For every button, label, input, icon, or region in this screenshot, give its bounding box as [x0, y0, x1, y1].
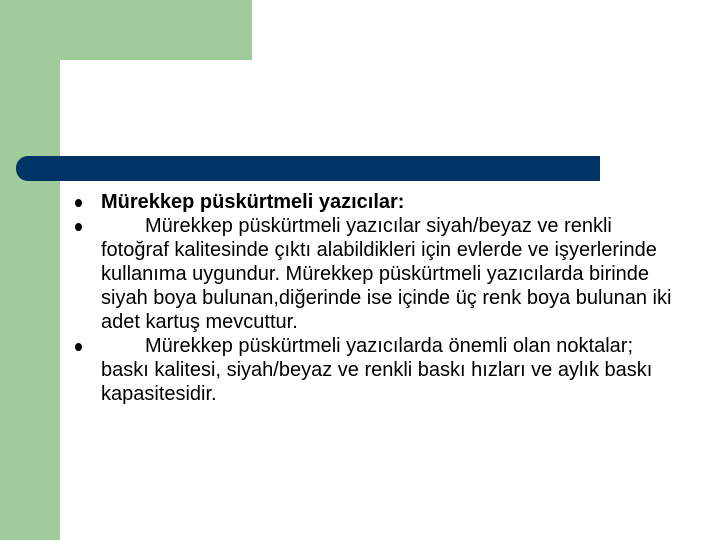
slide-body: [72, 190, 672, 406]
bullet-item-important-points: [72, 334, 672, 406]
title-bar-divider: [16, 156, 600, 181]
bullet-description-text: Mürekkep püskürtmeli yazıcılar siyah/beyaz ve renkli fotoğraf kalitesinde çıktı alabildikleri için evlerde ve işyerlerinde kullanıma uygundur. Mürekkep püskürtmeli yazıcılarda birinde siyah boya bulunan,diğerinde ise içinde üç renk boya bulunan iki adet kartuş mevcuttur.: [101, 215, 672, 333]
bullet-dot-icon: [75, 223, 82, 231]
bullet-dot-icon: [75, 199, 82, 207]
bullet-dot-icon: [75, 343, 82, 351]
decorative-rounded-corner: [60, 60, 100, 100]
bullet-item-description: [72, 214, 672, 334]
bullet-item-heading: [72, 190, 672, 214]
bullet-important-points-text: Mürekkep püskürtmeli yazıcılarda önemli olan noktalar; baskı kalitesi, siyah/beyaz ve renkli baskı hızları ve aylık baskı kapasitesidir.: [101, 335, 653, 405]
decorative-green-corner: [0, 0, 252, 60]
bullet-heading-text: Mürekkep püskürtmeli yazıcılar:: [101, 191, 405, 213]
decorative-green-sidebar: [0, 60, 60, 540]
